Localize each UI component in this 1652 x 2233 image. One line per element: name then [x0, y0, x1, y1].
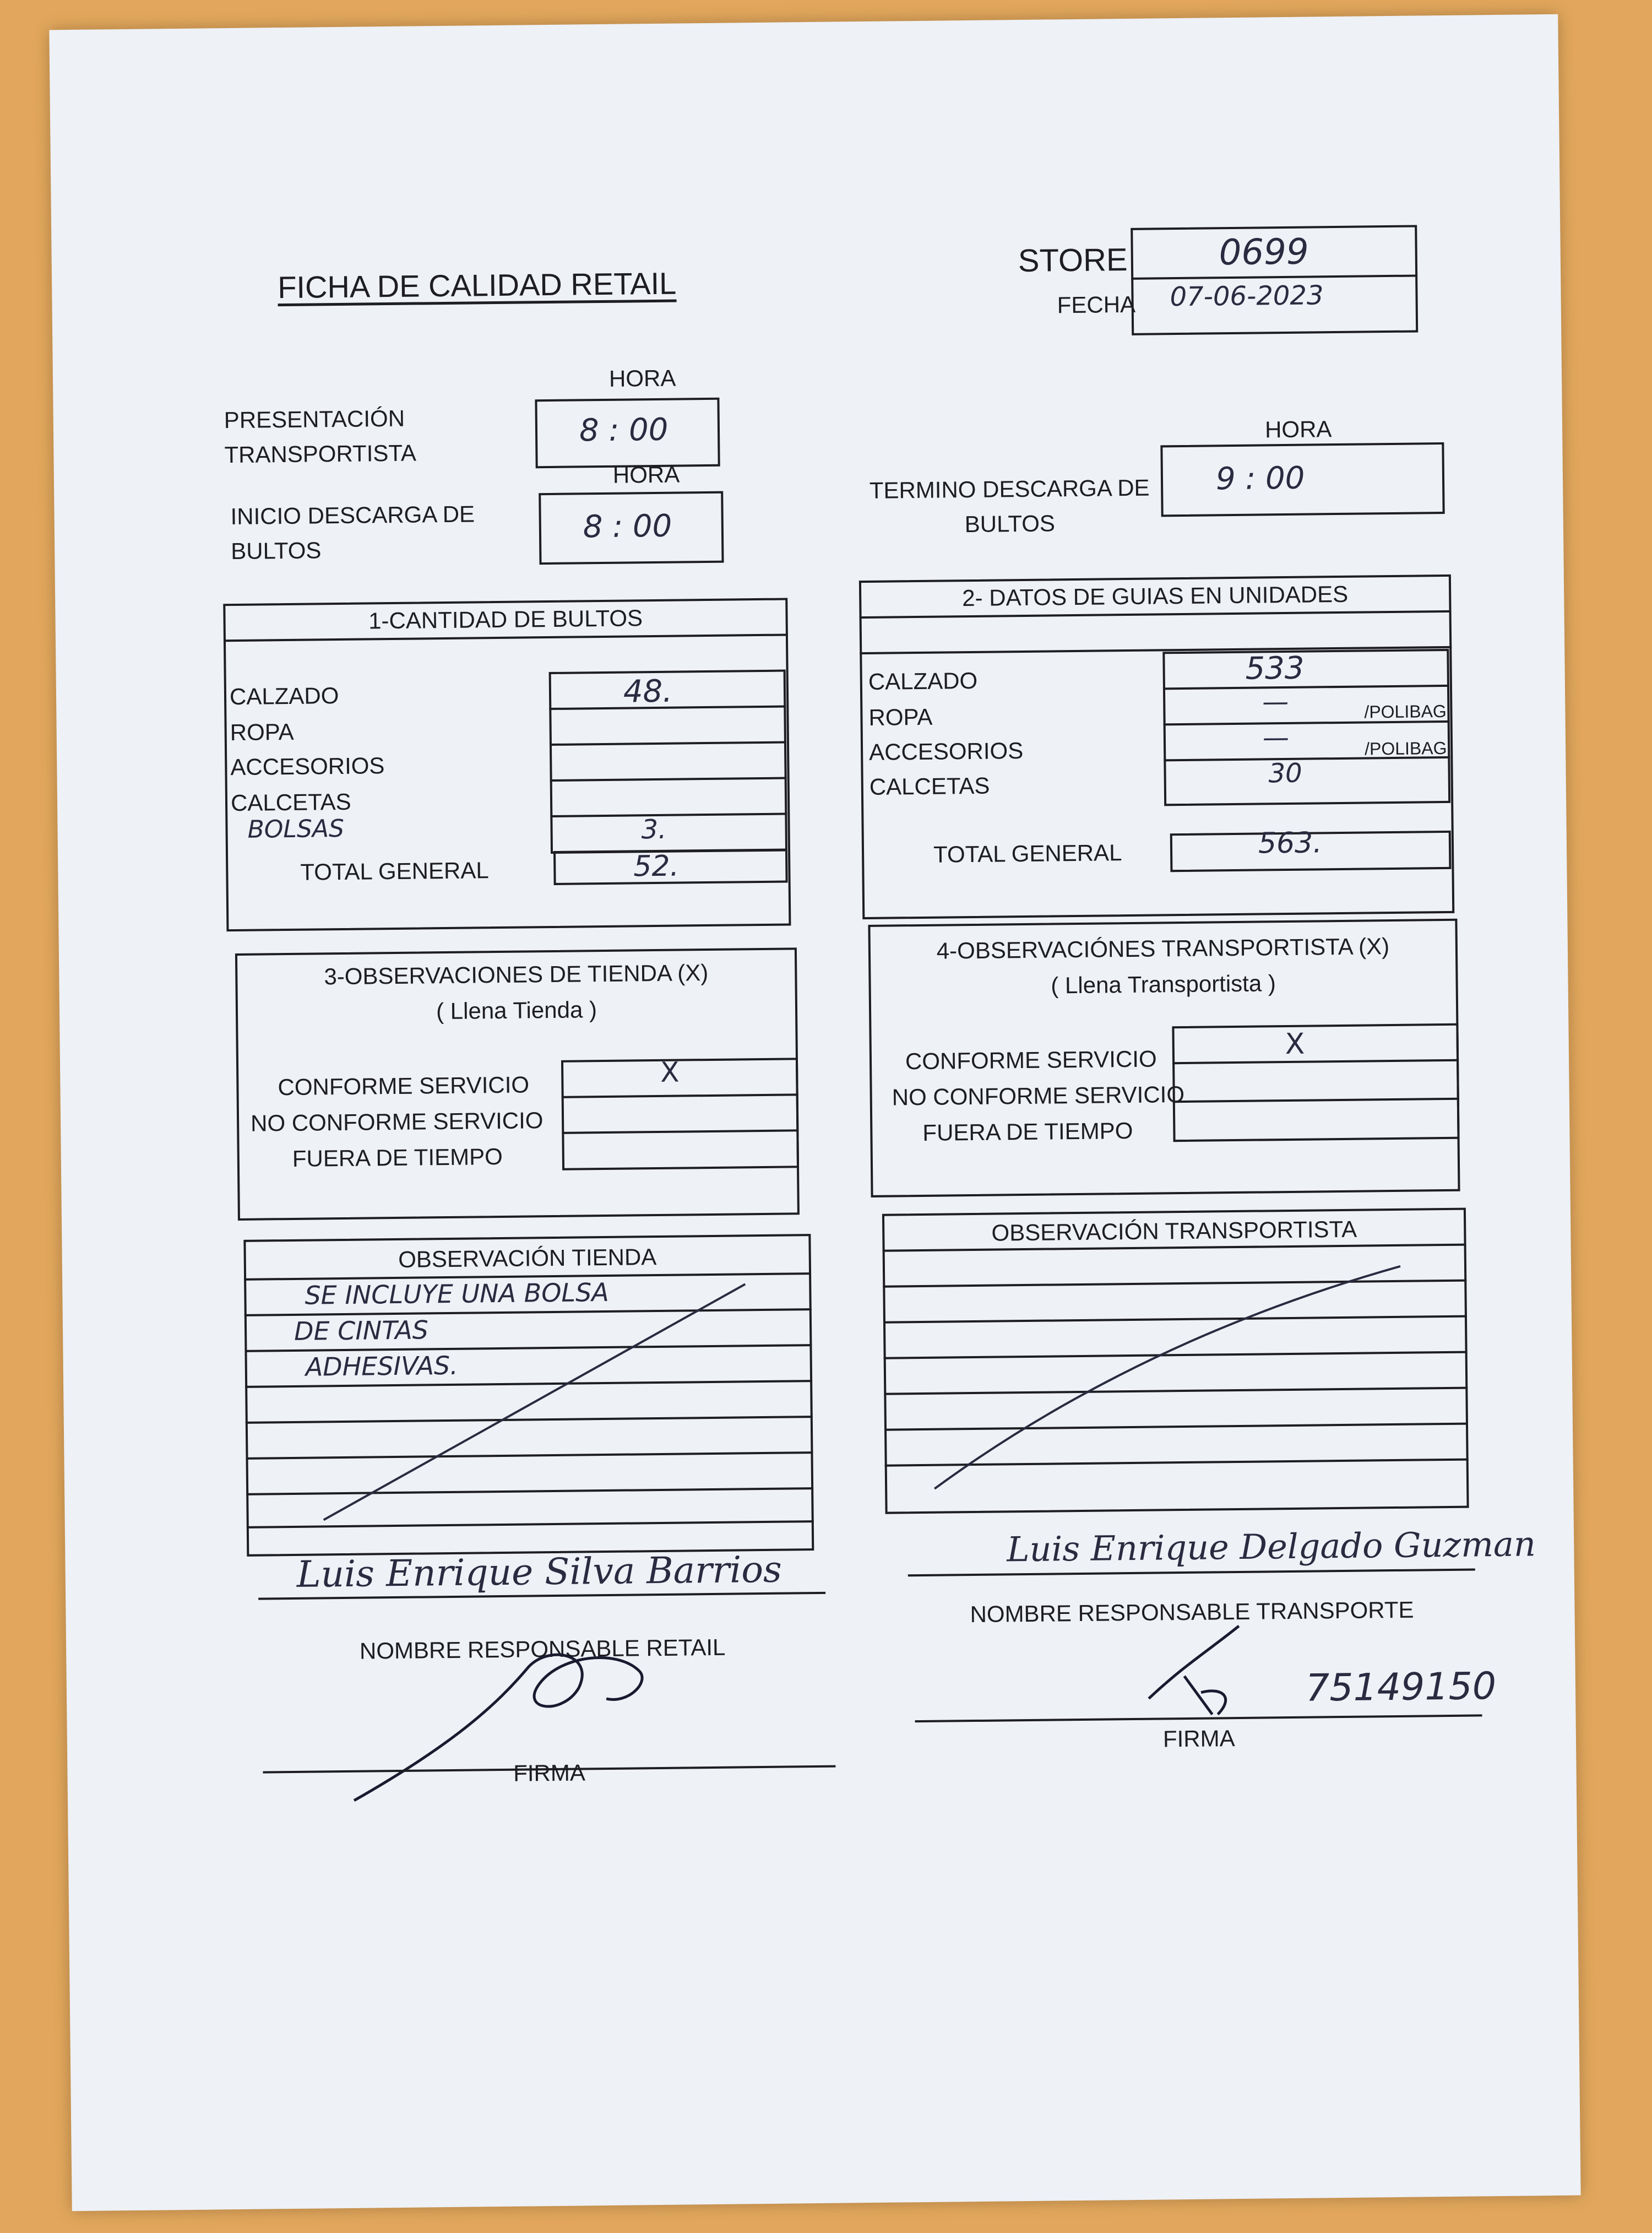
transporte-name: Luis Enrique Delgado Guzman: [1006, 1524, 1536, 1570]
s2-value: —: [1262, 722, 1290, 754]
s2-suffix: /POLIBAG: [1364, 738, 1447, 759]
transporte-name-label: NOMBRE RESPONSABLE TRANSPORTE: [970, 1596, 1414, 1628]
section2-total-value: 563.: [1258, 826, 1323, 860]
section1-title: 1-CANTIDAD DE BULTOS: [368, 605, 643, 634]
s4-row-label: CONFORME SERVICIO: [905, 1045, 1157, 1075]
retail-firma-label: FIRMA: [513, 1759, 586, 1786]
store-label: STORE: [1018, 241, 1128, 279]
s2-value: 533: [1245, 650, 1305, 687]
obs-tienda-line: ADHESIVAS.: [305, 1350, 459, 1382]
section4-title: 4-OBSERVACIÓNES TRANSPORTISTA (X): [936, 933, 1390, 964]
s3-mark: X: [660, 1056, 680, 1088]
section2-total-label: TOTAL GENERAL: [933, 839, 1122, 868]
s4-row-label: NO CONFORME SERVICIO: [892, 1081, 1185, 1110]
s2-value: —: [1262, 686, 1289, 718]
document-title: FICHA DE CALIDAD RETAIL: [277, 265, 677, 305]
s1-value: 3.: [641, 814, 667, 845]
s2-row-label: CALZADO: [868, 667, 978, 695]
document-page: [49, 14, 1580, 2211]
inicio-value: 8 : 00: [583, 508, 672, 545]
transporte-id-number: 75149150: [1305, 1665, 1497, 1710]
inicio-label: INICIO DESCARGA DE BULTOS: [230, 501, 475, 565]
fecha-label: FECHA: [1057, 291, 1136, 318]
transporte-firma-label: FIRMA: [1162, 1725, 1235, 1752]
store-value: 0699: [1219, 231, 1309, 274]
s2-row-label: ROPA: [868, 703, 933, 730]
obs-tienda-title: OBSERVACIÓN TIENDA: [398, 1244, 657, 1272]
s4-mark: X: [1285, 1027, 1305, 1061]
fecha-value: 07-06-2023: [1170, 280, 1324, 313]
section1-total-label: TOTAL GENERAL: [300, 857, 489, 885]
s2-suffix: /POLIBAG: [1364, 701, 1447, 722]
hora-label-3: HORA: [1264, 416, 1332, 443]
s2-row-label: CALCETAS: [869, 772, 990, 800]
section4-subtitle: ( Llena Transportista ): [1051, 970, 1276, 999]
s1-row-label: CALCETAS: [230, 788, 351, 816]
hora-label-1: HORA: [608, 365, 676, 392]
obs-tienda-line: SE INCLUYE UNA BOLSA: [305, 1277, 609, 1310]
section3-title: 3-OBSERVACIONES DE TIENDA (X): [324, 960, 709, 990]
s1-row-label: ROPA: [230, 718, 294, 746]
obs-transportista-title: OBSERVACIÓN TRANSPORTISTA: [991, 1216, 1357, 1246]
s3-row-label: FUERA DE TIEMPO: [292, 1143, 503, 1172]
s2-row-label: ACCESORIOS: [868, 738, 1024, 765]
termino-label: TERMINO DESCARGA DE BULTOS: [869, 474, 1150, 538]
section1-total-value: 52.: [633, 849, 680, 884]
transporte-signature: [49, 13, 1652, 2233]
s2-value: 30: [1268, 757, 1302, 789]
retail-name-label: NOMBRE RESPONSABLE RETAIL: [359, 1634, 726, 1664]
s3-row-label: CONFORME SERVICIO: [278, 1071, 530, 1101]
obs-tienda-line: DE CINTAS: [294, 1315, 429, 1346]
hora-label-2: HORA: [612, 461, 680, 488]
s1-row-label-handwritten: BOLSAS: [247, 814, 345, 844]
presentacion-label: PRESENTACIÓN TRANSPORTISTA: [224, 405, 417, 468]
section3-subtitle: ( Llena Tienda ): [436, 996, 597, 1025]
s1-row-label: ACCESORIOS: [230, 752, 385, 781]
s1-value: 48.: [623, 673, 673, 710]
presentacion-value: 8 : 00: [579, 411, 669, 449]
section2-title: 2- DATOS DE GUIAS EN UNIDADES: [962, 581, 1349, 611]
s3-row-label: NO CONFORME SERVICIO: [250, 1107, 544, 1136]
s4-row-label: FUERA DE TIEMPO: [922, 1117, 1133, 1146]
s1-row-label: CALZADO: [229, 682, 339, 710]
termino-value: 9 : 00: [1215, 460, 1305, 497]
retail-name: Luis Enrique Silva Barrios: [296, 1548, 782, 1596]
